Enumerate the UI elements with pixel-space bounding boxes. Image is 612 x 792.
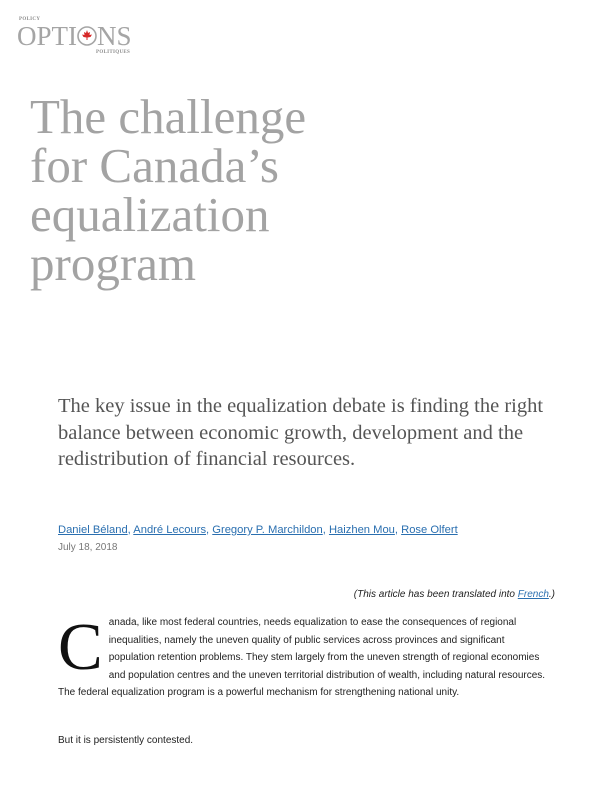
- article-title: [30, 89, 390, 291]
- translation-note-prefix: (This article has been translated into: [353, 589, 518, 600]
- logo-word-left: OPTI: [17, 21, 77, 51]
- publish-date: July 18, 2018: [58, 542, 118, 553]
- paragraph-text: anada, like most federal countries, needs equalization to ease the consequences of regional inequalities, namely the uneven quality of public services across provinces and significant population retention problems. They stem largely from the uneven strength of regional economies and population centres and the uneven territorial distribution of wealth, including natural resources. The federal equalization program is a powerful mechanism for strengthening national unity.: [58, 617, 546, 698]
- author-separator: ,: [394, 524, 402, 536]
- author-separator: ,: [322, 524, 329, 536]
- translation-note-suffix: .): [548, 589, 555, 600]
- article-body-paragraph-2: But it is persistently contested.: [58, 735, 194, 746]
- translation-note: [354, 589, 555, 600]
- logo-word-right: NS: [97, 21, 132, 51]
- author-link[interactable]: André Lecours: [133, 524, 207, 536]
- site-logo[interactable]: [16, 17, 146, 61]
- title-line: program: [30, 236, 196, 291]
- title-line: equalization: [30, 187, 270, 242]
- maple-leaf-icon: [77, 22, 97, 42]
- logo-wordmark: [17, 21, 132, 51]
- logo-bottom-text: POLITIQUES: [96, 50, 131, 55]
- drop-cap: C: [58, 610, 103, 684]
- author-separator: ,: [206, 524, 213, 536]
- author-link[interactable]: Gregory P. Marchildon: [212, 524, 323, 536]
- author-separator: ,: [127, 524, 134, 536]
- title-line: for Canada’s: [30, 138, 279, 193]
- logo-top-text: POLICY: [19, 17, 41, 22]
- author-link[interactable]: Rose Olfert: [401, 524, 458, 536]
- article-body-paragraph: [58, 610, 548, 702]
- title-line: The challenge: [30, 89, 307, 144]
- french-link[interactable]: French: [517, 589, 549, 600]
- author-list: [58, 523, 558, 537]
- author-link[interactable]: Daniel Béland: [58, 524, 128, 536]
- article-deck: The key issue in the equalization debate is finding the right balance between economic growth, development and the redistribution of financial resources.: [58, 395, 544, 470]
- author-link[interactable]: Haizhen Mou: [328, 524, 395, 536]
